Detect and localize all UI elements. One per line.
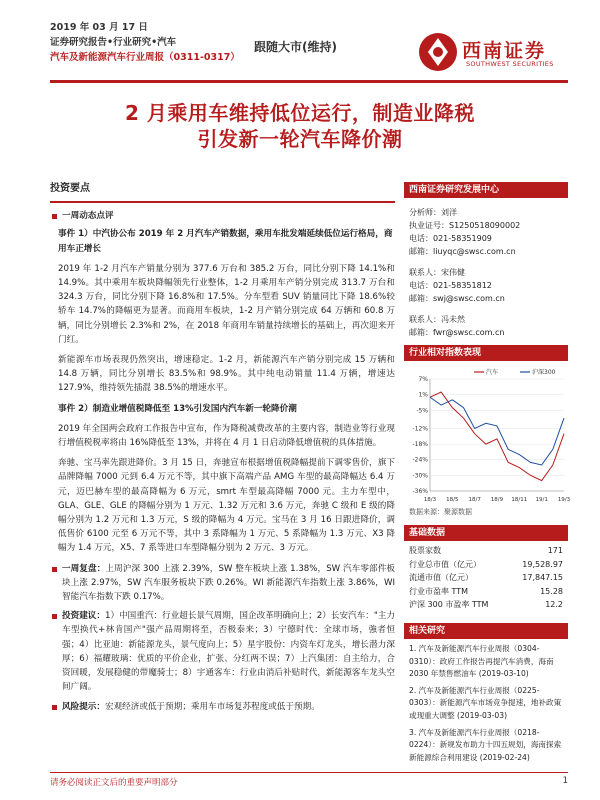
x-tick-label: 19/3	[557, 497, 571, 503]
x-tick-label: 18/11	[511, 497, 528, 503]
related-report-link[interactable]: 3. 汽车及新能源汽车行业周报（0218-0224）：新规发布助力十四五规划，海南探索新能源综合利用建设 (2019-02-24)	[409, 727, 562, 762]
stats-label: 沪深 300 市盈率 TTM	[409, 600, 489, 610]
brand-logo	[418, 32, 578, 74]
contact-name: 联系人：宋伟健	[409, 268, 465, 277]
risk-text: 宏观经济或低于预期；乘用车市场复苏程度或低于预期。	[104, 701, 320, 712]
x-tick-label: 19/1	[535, 497, 548, 503]
stats-row	[409, 598, 563, 612]
title-line-1: 2 月乘用车维持低位运行，制造业降税	[125, 101, 475, 125]
logo-name: 西南证券	[462, 40, 547, 62]
stats-label: 股票家数	[409, 546, 441, 555]
contact-name: 联系人：冯未然	[409, 315, 465, 324]
report-series: 汽车及新能源汽车行业周报（0311-0317）	[50, 52, 240, 63]
stats-value: 12.2	[545, 600, 563, 610]
line-chart	[404, 365, 571, 505]
email[interactable]: 邮箱：swj@swsc.com.cn	[409, 294, 505, 303]
stats-value: 19,528.97	[522, 559, 563, 569]
y-tick-label: -24%	[412, 456, 428, 464]
y-tick-label: -30%	[412, 472, 428, 480]
y-tick-label: -12%	[412, 425, 428, 433]
event-1-heading: 事件 1）中汽协公布 2019 年 2 月汽车产销数据，乘用车批发端延续低位运行格局，商用车正增长	[58, 229, 393, 254]
phone: 电话：021-58351909	[409, 234, 492, 243]
section-title: 投资要点	[50, 183, 90, 194]
contacts	[404, 198, 568, 345]
related-research	[404, 639, 568, 772]
license-number: 执业证号：S1250518090002	[409, 221, 521, 230]
y-tick-label: 1%	[418, 391, 428, 399]
weekly-recap	[50, 562, 395, 605]
y-tick-label: -18%	[412, 441, 428, 449]
sidebar	[404, 182, 571, 772]
disclaimer: 请务必阅读正文后的重要声明部分	[50, 778, 178, 788]
risk-warning	[50, 700, 395, 714]
page-number: 1	[562, 776, 568, 786]
stats-row	[409, 558, 563, 572]
risk-label: 风险提示：	[62, 701, 105, 712]
stats-row	[409, 571, 563, 585]
paragraph: 2019 年全国两会政府工作报告中宣布，作为降税减费改革的主要内容，制造业等行业现行增值税税率将由 16%降低至 13%，并将在 4 月 1 日启动降低增值税的具体措施。	[58, 423, 395, 449]
stats-title: 基础数据	[404, 525, 568, 541]
relative-index-chart	[404, 365, 571, 505]
seal-icon	[418, 32, 458, 72]
main-column	[50, 182, 395, 719]
recap-label: 一周复盘：	[62, 563, 106, 574]
section-rule	[50, 201, 395, 203]
analyst-name: 分析师：刘洋	[409, 208, 457, 217]
stats-value: 171	[547, 546, 563, 555]
y-tick-label: -36%	[412, 488, 428, 495]
paragraph: 新能源车市场表现仍然突出，增速稳定。1-2 月，新能源汽车产销分别完成 15 万辆和 14.8 万辆，同比分别增长 83.5%和 98.9%。其中纯电动销量 11.4 万辆，增速达 127.9%，维持领先插混 38.5%的增速水平。	[58, 355, 395, 394]
chart-source: 数据来源：聚源数据	[409, 508, 472, 516]
series-line-csi300	[430, 397, 564, 465]
page-title	[0, 100, 600, 152]
report-date: 2019 年 03 月 17 日	[50, 22, 148, 33]
event-2-heading: 事件 2）制造业增值税降低至 13%引发国内汽车新一轮降价潮	[58, 403, 297, 414]
title-line-2: 引发新一轮汽车降价潮	[197, 127, 403, 151]
stats-value: 17,847.15	[522, 573, 563, 583]
weekly-review-heading: 一周动态点评	[62, 209, 395, 223]
y-tick-label: 7%	[418, 376, 428, 383]
stats-row	[409, 544, 563, 558]
chart-title: 行业相对指数表现	[404, 345, 568, 361]
logo-english: SOUTHWEST SECURITIES	[466, 60, 554, 68]
recap-text: 上周沪深 300 上涨 2.39%，SW 整车板块上涨 1.38%，SW 汽车零部件板块上涨 2.97%，SW 汽车服务板块下跌 0.26%。WI 新能源汽车指数上涨 3.86%，WI 智能汽车指数下跌 0.17%。	[62, 563, 395, 603]
advice-label: 投资建议：	[62, 611, 105, 622]
x-tick-label: 18/3	[423, 497, 437, 503]
stats-row	[409, 585, 563, 599]
related-report-link[interactable]: 1. 汽车及新能源汽车行业周报（0304-0310）：政府工作报告再提汽车消费，海南 2030 年禁售燃油车 (2019-03-10)	[409, 643, 554, 679]
y-tick-label: -5%	[416, 407, 428, 415]
x-tick-label: 18/5	[446, 497, 459, 503]
report-category: 证券研究报告•行业研究•汽车	[50, 37, 177, 48]
phone: 电话：021-58351812	[409, 281, 492, 290]
stats-label: 流通市值（亿元）	[409, 573, 473, 583]
paragraph: 奔驰、宝马率先跟进降价。3 月 15 日，奔驰宣布根据增值税降幅提前下调零售价，旗下品牌降幅 7000 元到 6.4 万元不等，其中旗下高端产品 AMG 车型的最高降幅达 6.4 万元，迈巴赫车型的最高降幅为 6 万元，smrt 车型最高降幅 7000 元。主力车型中，GLA、GLE、GLE 的降幅分别为 1 万元、1.32 万元和 3.6 万元，奔驰 C 级和 E 级的降幅分别为 1.2 万元和 1.3 万元，S 级的降幅为 4 万元。宝马在 3 月 16 日跟进降价，调低售价 6100 元至 6 万元不等，其中 3 系降幅为 1 万元、5 系降幅为 1.3 万元、X3 降幅为 1.4 万元，X5、7 系等进口车型降幅分别为 2 万元、3 万元。	[58, 458, 395, 554]
legend-label: 汽车	[486, 369, 499, 376]
x-tick-label: 18/9	[490, 497, 504, 503]
paragraph: 2019 年 1-2 月汽车产销量分别为 377.6 万台和 385.2 万台，同比分别下降 14.1%和 14.9%。其中乘用车板块降幅领先行业整体，1-2 月乘用车产销分别完成 313.7 万台和 324.3 万台，同比分别下降 16.8%和 17.5%。分车型看 SUV 销量同比下降 18.6%较轿车 14.7%的降幅更为显著。而商用车板块，1-2 月产销分别完成 64 万辆和 60.8 万辆，同比分别增长 2.3%和 2%，在 2018 年商用车销量持续增长的基础上，再次迎来开门红。	[58, 263, 395, 345]
footer-rule	[50, 772, 568, 773]
investment-advice	[50, 609, 395, 694]
stats-label: 行业市盈率 TTM	[409, 586, 469, 596]
header-meta	[50, 20, 240, 65]
stats-table	[404, 541, 568, 615]
related-report-link[interactable]: 2. 汽车及新能源汽车行业周报（0225-0303）：新能源汽车市场竞争提速，地补政策或现重大调整 (2019-03-03)	[409, 685, 562, 720]
stats-label: 行业总市值（亿元）	[409, 559, 481, 569]
email[interactable]: 邮箱：fwr@swsc.com.cn	[409, 328, 505, 337]
related-title: 相关研究	[404, 623, 568, 639]
series-line-auto	[430, 392, 564, 481]
advice-text: 1）中国重汽：行业超长景气周期，国企改革明确向上；2）长安汽车："主力车型换代+林肯国产"强产品周期将至，否极泰来；3）宁德时代：全球市场，強者恒强；4）比亚迪：新能源龙头，景气度向上；5）星宇股份：内资车灯龙头，增长潜力深厚；6）福耀玻璃：优质的平价企业，扩张、分红两不误；7）上汽集团：自主给力，合资回暖，发展稳健的带魔骑士；8）宇通客车：行业由消后补贴时代，新能源客车龙头空间广阔。	[62, 611, 395, 693]
stats-value: 15.28	[540, 586, 563, 596]
header-rule	[50, 80, 568, 83]
x-tick-label: 18/7	[468, 497, 481, 503]
contacts-title: 西南证券研究发展中心	[404, 182, 568, 198]
legend-label: 沪深300	[532, 369, 556, 376]
rating: 跟随大市(维持)	[254, 40, 337, 54]
email[interactable]: 邮箱：liuyqc@swsc.com.cn	[409, 247, 516, 256]
